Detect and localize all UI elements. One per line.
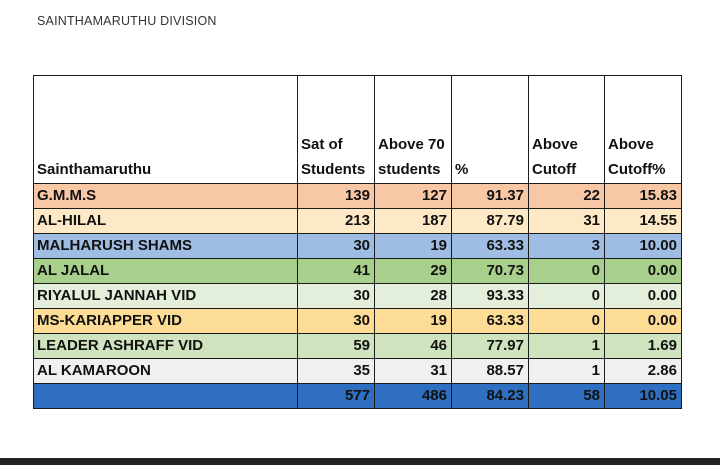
school-name: G.M.M.S (34, 184, 298, 209)
cutoff-percent-value: 0.00 (605, 309, 682, 334)
school-name: AL KAMAROON (34, 359, 298, 384)
cutoff-value: 22 (529, 184, 605, 209)
document-title: SAINTHAMARUTHU DIVISION (37, 14, 217, 28)
cutoff-percent-value: 0.00 (605, 284, 682, 309)
percent-value: 70.73 (452, 259, 529, 284)
header-above-cutoff-percent: Above Cutoff% (605, 76, 682, 184)
sat-value: 30 (298, 284, 375, 309)
percent-value: 63.33 (452, 234, 529, 259)
results-table (33, 75, 682, 409)
school-name: RIYALUL JANNAH VID (34, 284, 298, 309)
above70-value: 28 (375, 284, 452, 309)
total-cutoff: 58 (529, 384, 605, 409)
total-percent: 84.23 (452, 384, 529, 409)
table-row (34, 284, 682, 309)
table-row (34, 359, 682, 384)
total-row (34, 384, 682, 409)
percent-value: 63.33 (452, 309, 529, 334)
above70-value: 46 (375, 334, 452, 359)
cutoff-percent-value: 2.86 (605, 359, 682, 384)
total-label (34, 384, 298, 409)
bottom-divider (0, 458, 720, 465)
school-name: LEADER ASHRAFF VID (34, 334, 298, 359)
cutoff-value: 1 (529, 359, 605, 384)
table-row (34, 234, 682, 259)
table-row (34, 309, 682, 334)
total-cutoff-percent: 10.05 (605, 384, 682, 409)
total-sat: 577 (298, 384, 375, 409)
percent-value: 91.37 (452, 184, 529, 209)
cutoff-value: 1 (529, 334, 605, 359)
sat-value: 139 (298, 184, 375, 209)
above70-value: 31 (375, 359, 452, 384)
school-name: MS-KARIAPPER VID (34, 309, 298, 334)
cutoff-value: 0 (529, 284, 605, 309)
header-above-cutoff: Above Cutoff (529, 76, 605, 184)
cutoff-percent-value: 1.69 (605, 334, 682, 359)
sat-value: 213 (298, 209, 375, 234)
percent-value: 88.57 (452, 359, 529, 384)
table-row (34, 259, 682, 284)
table-row (34, 184, 682, 209)
cutoff-percent-value: 15.83 (605, 184, 682, 209)
header-percent: % (452, 76, 529, 184)
table-row (34, 209, 682, 234)
school-name: AL-HILAL (34, 209, 298, 234)
sat-value: 30 (298, 309, 375, 334)
school-name: MALHARUSH SHAMS (34, 234, 298, 259)
sat-value: 41 (298, 259, 375, 284)
above70-value: 127 (375, 184, 452, 209)
percent-value: 87.79 (452, 209, 529, 234)
cutoff-value: 0 (529, 309, 605, 334)
school-name: AL JALAL (34, 259, 298, 284)
header-above-70: Above 70 students (375, 76, 452, 184)
percent-value: 77.97 (452, 334, 529, 359)
cutoff-percent-value: 10.00 (605, 234, 682, 259)
header-row (34, 76, 682, 184)
above70-value: 19 (375, 234, 452, 259)
sat-value: 59 (298, 334, 375, 359)
table-row (34, 334, 682, 359)
above70-value: 187 (375, 209, 452, 234)
above70-value: 29 (375, 259, 452, 284)
percent-value: 93.33 (452, 284, 529, 309)
sat-value: 30 (298, 234, 375, 259)
total-above70: 486 (375, 384, 452, 409)
cutoff-value: 3 (529, 234, 605, 259)
header-sat-students: Sat of Students (298, 76, 375, 184)
cutoff-percent-value: 14.55 (605, 209, 682, 234)
header-school: Sainthamaruthu (34, 76, 298, 184)
cutoff-value: 31 (529, 209, 605, 234)
cutoff-value: 0 (529, 259, 605, 284)
sat-value: 35 (298, 359, 375, 384)
above70-value: 19 (375, 309, 452, 334)
cutoff-percent-value: 0.00 (605, 259, 682, 284)
